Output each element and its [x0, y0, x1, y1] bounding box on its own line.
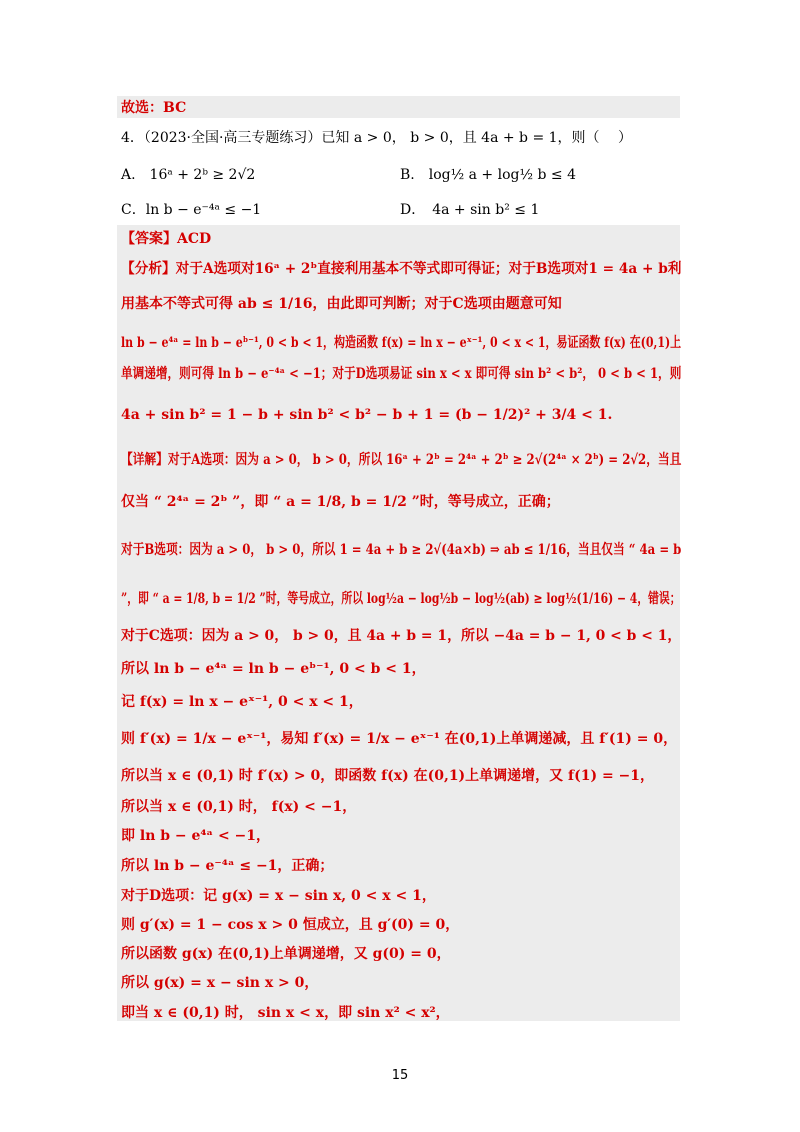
detail-line: 【详解】对于A选项：因为 a > 0， b > 0，所以 16ᵃ + 2ᵇ = 2⁴ᵃ + 2ᵇ ≥ 2√(2⁴ᵃ × 2ᵇ) = 2√2，当且	[121, 452, 682, 468]
detail-line: 所以 g(x) = x − sin x > 0，	[121, 975, 319, 991]
option-c: C．ln b − e⁻⁴ᵃ ≤ −1	[121, 202, 262, 218]
page-number: 15	[391, 1068, 409, 1083]
option-a: A. 16ᵃ + 2ᵇ ≥ 2√2	[121, 167, 256, 183]
shade-prev-answer	[117, 96, 680, 118]
detail-line: ”，即 “ a = 1/8, b = 1/2 ”时，等号成立，所以 log½a − log½b − log½(ab) ≥ log½(1/16) − 4，错误；	[121, 591, 681, 607]
analysis-line: 用基本不等式可得 ab ≤ 1/16，由此即可判断；对于C选项由题意可知	[121, 296, 562, 312]
option-d: D． 4a + sin b² ≤ 1	[400, 202, 540, 218]
detail-line: 所以函数 g(x) 在(0,1)上单调递增，又 g(0) = 0，	[121, 946, 451, 962]
detail-line: 则 g′(x) = 1 − cos x > 0 恒成立，且 g′(0) = 0，	[121, 917, 460, 933]
analysis-line: 【分析】对于A选项对16ᵃ + 2ᵇ直接利用基本不等式即可得证；对于B选项对1 = 4a + b利	[121, 261, 682, 277]
question-stem: 4．（2023·全国·高三专题练习）已知 a > 0， b > 0，且 4a + b = 1，则（ ）	[121, 130, 633, 146]
detail-line: 对于B选项：因为 a > 0， b > 0，所以 1 = 4a + b ≥ 2√(4a×b) ⇒ ab ≤ 1/16，当且仅当 “ 4a = b	[121, 542, 682, 558]
detail-line: 即当 x ∈ (0,1) 时， sin x < x，即 sin x² < x²，	[121, 1005, 450, 1021]
analysis-line: ln b − e⁴ᵃ = ln b − eᵇ⁻¹, 0 < b < 1，构造函数 f(x) = ln x − eˣ⁻¹, 0 < x < 1，易证函数 f(x) 在(0,1)上	[121, 335, 682, 351]
detail-line: 仅当 “ 2⁴ᵃ = 2ᵇ ”，即 “ a = 1/8, b = 1/2 ”时，等号成立，正确；	[121, 494, 560, 510]
detail-line: 则 f′(x) = 1/x − eˣ⁻¹，易知 f′(x) = 1/x − eˣ⁻¹ 在(0,1)上单调递减，且 f′(1) = 0，	[121, 731, 678, 747]
detail-line: 对于D选项：记 g(x) = x − sin x, 0 < x < 1，	[121, 888, 436, 904]
detail-line: 对于C选项：因为 a > 0， b > 0，且 4a + b = 1，所以 −4a = b − 1, 0 < b < 1，	[121, 628, 682, 644]
detail-line: 所以 ln b − e⁴ᵃ = ln b − eᵇ⁻¹, 0 < b < 1，	[121, 661, 426, 677]
detail-line: 即 ln b − e⁴ᵃ < −1，	[121, 828, 271, 844]
detail-line: 记 f(x) = ln x − eˣ⁻¹, 0 < x < 1，	[121, 694, 363, 710]
detail-line: 所以当 x ∈ (0,1) 时， f(x) < −1，	[121, 799, 357, 815]
answer: 【答案】ACD	[121, 231, 212, 247]
detail-line: 所以当 x ∈ (0,1) 时 f′(x) > 0，即函数 f(x) 在(0,1)上单调递增，又 f(1) = −1，	[121, 768, 655, 784]
option-b: B. log½ a + log½ b ≤ 4	[400, 167, 576, 183]
prev-answer: 故选：BC	[121, 100, 187, 116]
analysis-line: 单调递增，则可得 ln b − e⁻⁴ᵃ < −1；对于D选项易证 sin x < x 即可得 sin b² < b²， 0 < b < 1，则	[121, 366, 682, 382]
analysis-line: 4a + sin b² = 1 − b + sin b² < b² − b + 1 = (b − 1/2)² + 3/4 < 1.	[121, 407, 613, 423]
detail-line: 所以 ln b − e⁻⁴ᵃ ≤ −1，正确；	[121, 858, 334, 874]
